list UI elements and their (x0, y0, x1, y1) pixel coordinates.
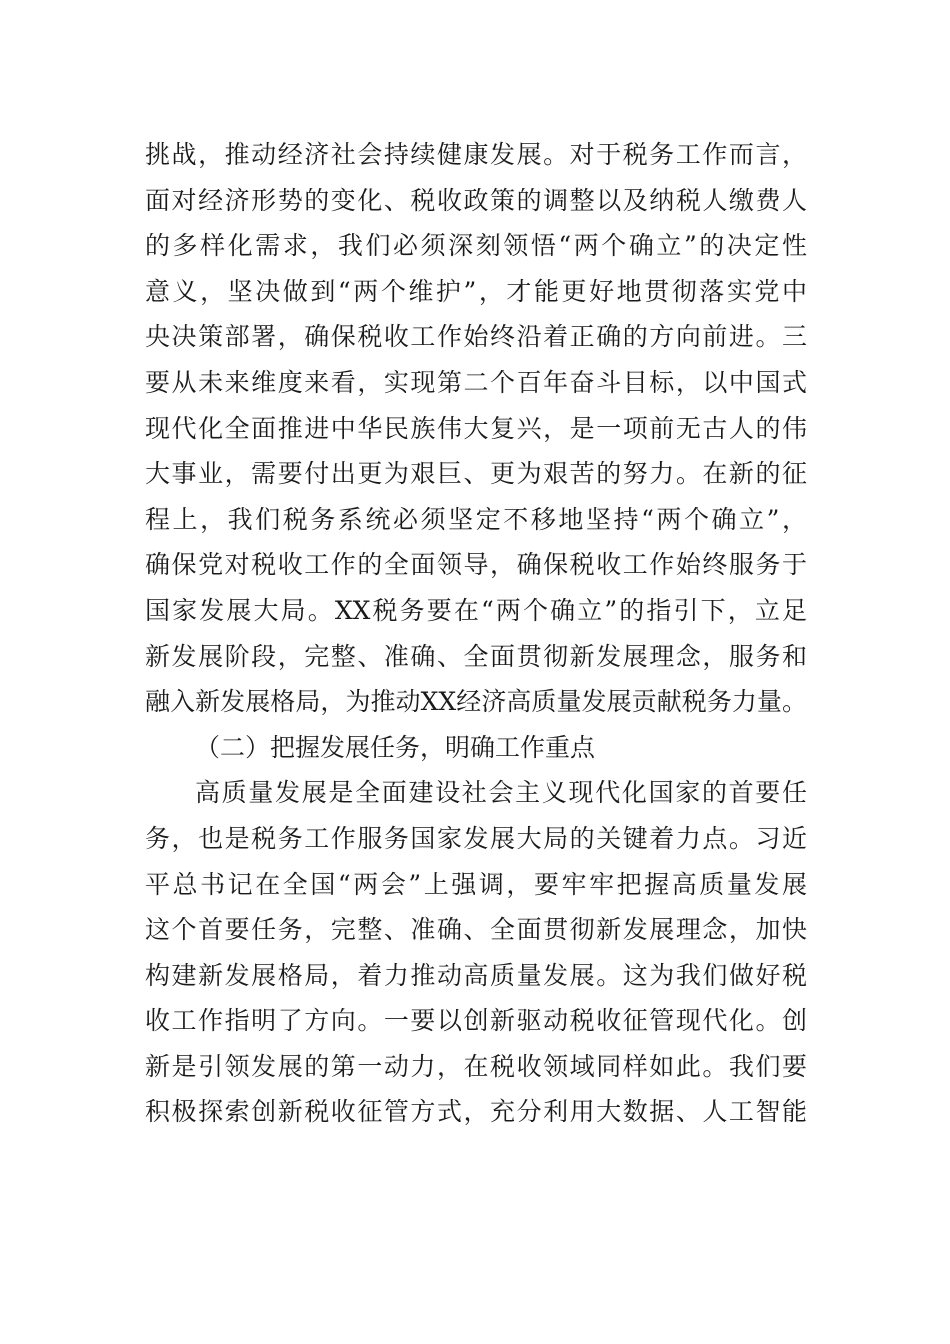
text-line: 确保党对税收工作的全面领导，确保税收工作始终服务于 (145, 550, 807, 580)
text-line: 央决策部署，确保税收工作始终沿着正确的方向前进。三 (145, 322, 807, 352)
text-line: 这个首要任务，完整、准确、全面贯彻新发展理念，加快 (145, 915, 807, 945)
section-heading: （二）把握发展任务，明确工作重点 (195, 732, 596, 762)
text-line: 国家发展大局。XX税务要在“两个确立”的指引下，立足 (145, 595, 807, 625)
text-line: 平总书记在全国“两会”上强调，要牢牢把握高质量发展 (145, 869, 807, 899)
text-line: 积极探索创新税收征管方式，充分利用大数据、人工智能 (145, 1097, 807, 1127)
paragraph-2 (145, 770, 807, 1135)
text-line: 高质量发展是全面建设社会主义现代化国家的首要任 (195, 778, 807, 808)
text-line: 融入新发展格局，为推动XX经济高质量发展贡献税务力量。 (145, 687, 807, 717)
text-line: 程上，我们税务系统必须坚定不移地坚持“两个确立”， (145, 504, 807, 534)
text-line: 要从未来维度来看，实现第二个百年奋斗目标，以中国式 (145, 367, 807, 397)
text-line: 新是引领发展的第一动力，在税收领域同样如此。我们要 (145, 1051, 807, 1081)
text-line: 的多样化需求，我们必须深刻领悟“两个确立”的决定性 (145, 231, 807, 261)
text-line: 大事业，需要付出更为艰巨、更为艰苦的努力。在新的征 (145, 459, 807, 489)
text-line: 意义，坚决做到“两个维护”，才能更好地贯彻落实党中 (145, 276, 807, 306)
text-line: 现代化全面推进中华民族伟大复兴，是一项前无古人的伟 (145, 413, 807, 443)
document-body (145, 132, 807, 1135)
paragraph-1 (145, 132, 807, 725)
text-line: 面对经济形势的变化、税收政策的调整以及纳税人缴费人 (145, 185, 807, 215)
text-line: 务，也是税务工作服务国家发展大局的关键着力点。习近 (145, 823, 807, 853)
text-line: 新发展阶段，完整、准确、全面贯彻新发展理念，服务和 (145, 641, 807, 671)
text-line: 挑战，推动经济社会持续健康发展。对于税务工作而言， (145, 140, 807, 169)
text-line: 构建新发展格局，着力推动高质量发展。这为我们做好税 (145, 960, 807, 990)
text-line: 收工作指明了方向。一要以创新驱动税收征管现代化。创 (145, 1006, 807, 1036)
